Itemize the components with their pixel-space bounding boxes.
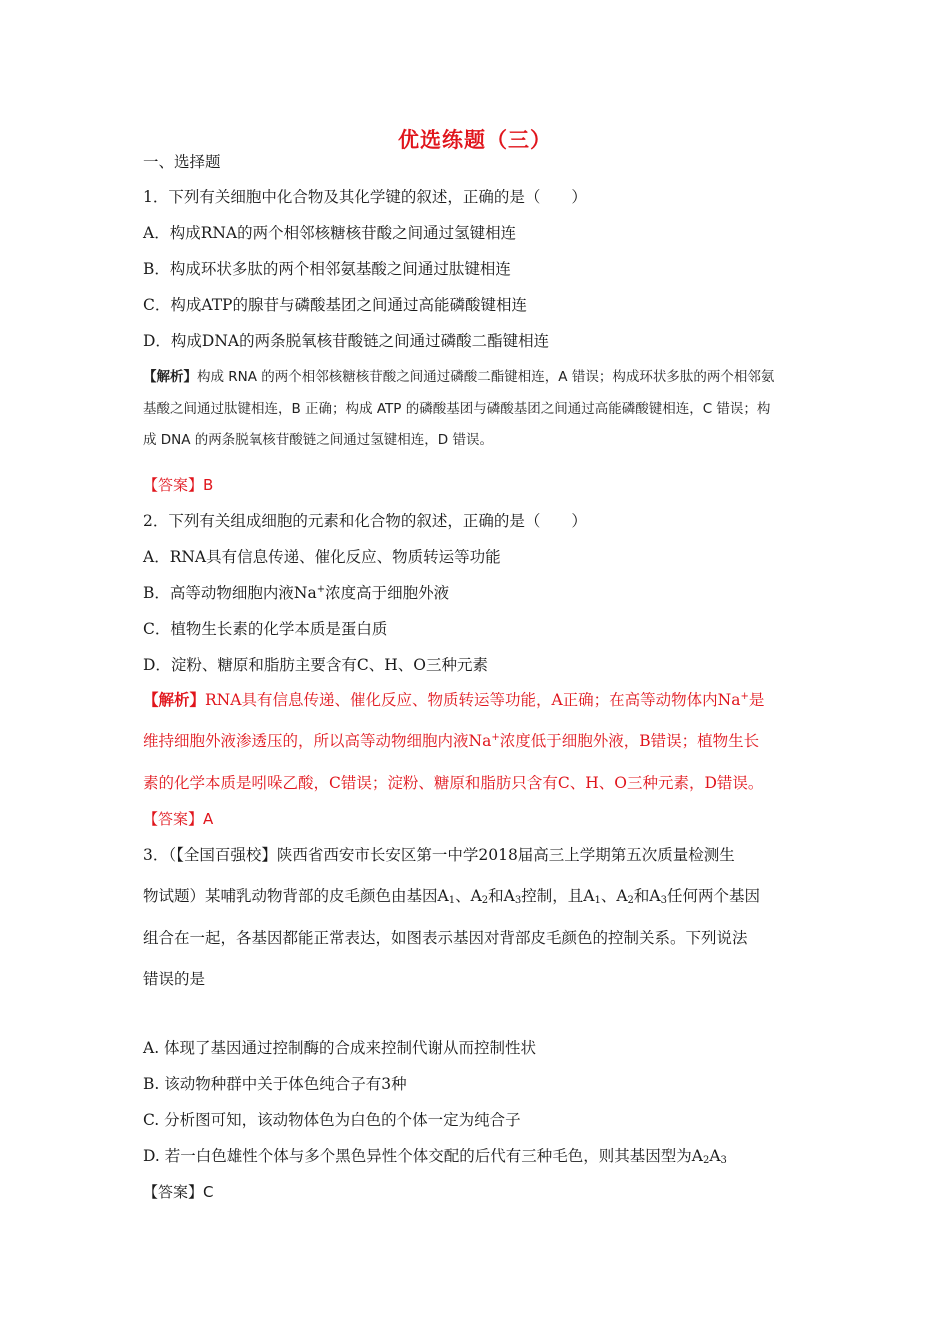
q1-option-a: A．构成RNA的两个相邻核糖核苷酸之间通过氢键相连: [143, 224, 517, 242]
q2-answer: 【答案】A: [143, 810, 214, 828]
q2-analysis-line-2: 维持细胞外液渗透压的，所以高等动物细胞内液Na+浓度低于细胞外液，B错误；植物生长: [143, 732, 760, 750]
q3-stem-line-4: 错误的是: [143, 970, 206, 988]
q3-option-d: D. 若一白色雄性个体与多个黑色异性个体交配的后代有三种毛色，则其基因型为$A_2A_3$: [143, 1147, 727, 1166]
q1-analysis-line-3: 成 DNA 的两条脱氧核苷酸链之间通过氢键相连，D 错误。: [143, 432, 493, 448]
q1-answer: 【答案】B: [143, 476, 214, 494]
q3-option-b: B. 该动物种群中关于体色纯合子有3种: [143, 1075, 407, 1093]
section-heading: 一、选择题: [143, 153, 221, 171]
page-title: 优选练题（三）: [398, 128, 552, 152]
q2-analysis-line-1: 【解析】RNA具有信息传递、催化反应、物质转运等功能，A正确；在高等动物体内Na+是: [143, 690, 765, 709]
q3-stem-line-2: 物试题）某哺乳动物背部的皮毛颜色由基因$A_1$、$A_2$和$A_3$控制，且$A_1$、$A_2$和$A_3$任何两个基因: [143, 887, 760, 906]
q2-option-a: A．RNA具有信息传递、催化反应、物质转运等功能: [143, 548, 501, 566]
q3-option-a: A. 体现了基因通过控制酶的合成来控制代谢从而控制性状: [143, 1039, 537, 1057]
q1-analysis-line-2: 基酸之间通过肽键相连，B 正确；构成 ATP 的磷酸基团与磷酸基团之间通过高能磷酸键相连，C 错误；构: [143, 401, 771, 417]
q3-stem-line-3: 组合在一起，各基因都能正常表达，如图表示基因对背部皮毛颜色的控制关系。下列说法: [143, 929, 748, 947]
q3-option-c: C. 分析图可知，该动物体色为白色的个体一定为纯合子: [143, 1111, 521, 1129]
q2-option-b: B．高等动物细胞内液Na+浓度高于细胞外液: [143, 584, 450, 602]
q1-option-b: B．构成环状多肽的两个相邻氨基酸之间通过肽键相连: [143, 260, 511, 278]
q2-option-c: C．植物生长素的化学本质是蛋白质: [143, 620, 388, 638]
q2-analysis-line-3: 素的化学本质是吲哚乙酸，C错误；淀粉、糖原和脂肪只含有C、H、O三种元素，D错误。: [143, 774, 764, 792]
q1-stem: 1．下列有关细胞中化合物及其化学键的叙述，正确的是（ ）: [143, 188, 587, 206]
q1-option-c: C．构成ATP的腺苷与磷酸基团之间通过高能磷酸键相连: [143, 296, 527, 314]
q1-analysis-line-1: 【解析】构成 RNA 的两个相邻核糖核苷酸之间通过磷酸二酯键相连，A 错误；构成环状多肽的两个相邻氨: [143, 369, 775, 385]
q2-analysis-label: 【解析】: [143, 690, 206, 709]
q1-analysis-label: 【解析】: [143, 369, 197, 385]
q2-option-d: D．淀粉、糖原和脂肪主要含有C、H、O三种元素: [143, 656, 489, 674]
q2-stem: 2．下列有关组成细胞的元素和化合物的叙述，正确的是（ ）: [143, 512, 587, 530]
q3-answer: 【答案】C: [143, 1183, 214, 1201]
q3-stem-line-1: 3．（【全国百强校】陕西省西安市长安区第一中学2018届高三上学期第五次质量检测生: [143, 846, 735, 864]
q1-option-d: D．构成DNA的两条脱氧核苷酸链之间通过磷酸二酯键相连: [143, 332, 550, 350]
